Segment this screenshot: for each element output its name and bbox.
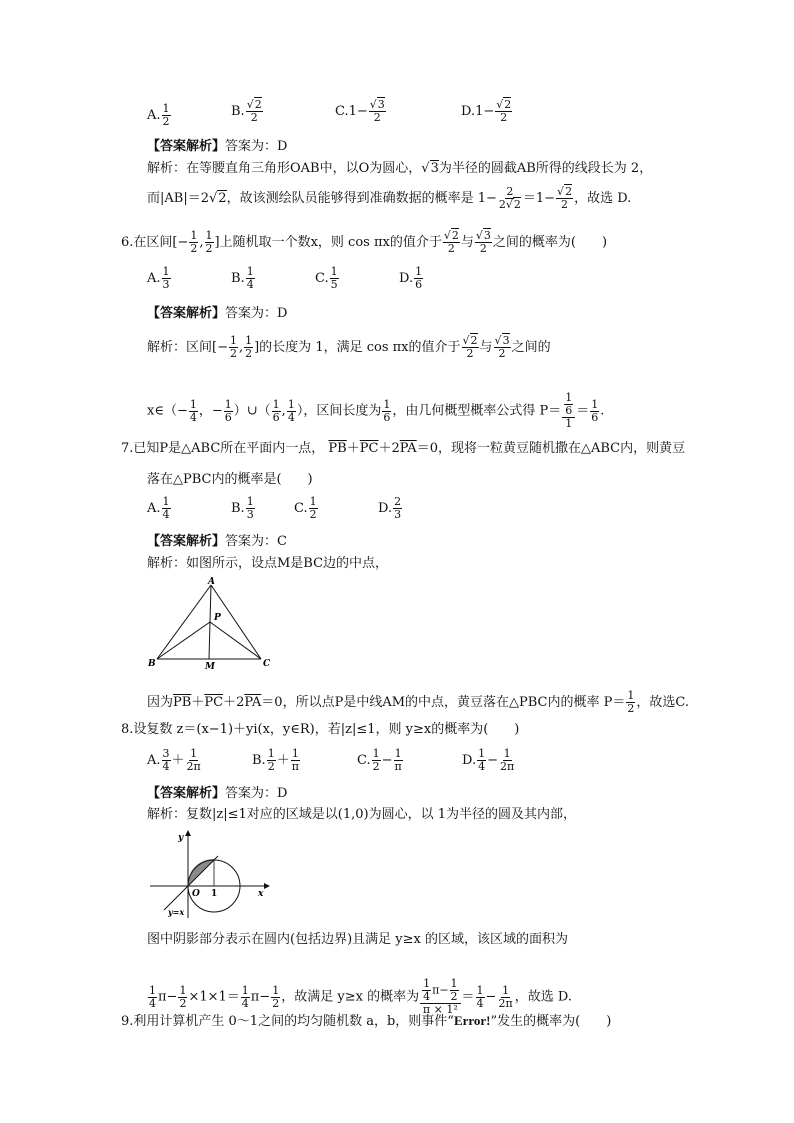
num: 1	[245, 334, 253, 347]
fraction	[189, 399, 198, 424]
den: 3	[394, 508, 402, 521]
vector-pc: $\overline{PC}$	[359, 441, 379, 456]
den: 3	[162, 278, 170, 291]
q5-option-a	[147, 103, 172, 128]
pi: π	[432, 983, 440, 997]
fraction	[476, 985, 485, 1010]
den: 2	[245, 347, 253, 360]
den: 2π	[500, 760, 515, 773]
num: 1	[330, 265, 338, 278]
fraction	[162, 103, 171, 128]
num: 1	[190, 747, 198, 760]
op: −	[381, 753, 393, 768]
answer-text: 答案为：D	[225, 306, 288, 321]
text: ＝	[461, 989, 475, 1005]
radicand: 2	[451, 229, 459, 242]
q7-stem-line2: 落在△PBC内的概率是( )	[147, 472, 313, 487]
text: 而|AB|＝2	[147, 191, 209, 206]
q6-analysis-line2: x∈（− $\frac{1}{4}$ ，− $\frac{1}{6}$ ）∪（ $\frac{1}{6}$ , $\frac{1}{4}$ ），区间长度为 $\frac{1}{6}$ ，由几何概型概率公式得 P＝ $\frac{\frac{1}{6}}{1}$ ＝ $\frac{1}{6}$ .	[147, 391, 605, 430]
answer-tag: 【答案解析】	[147, 534, 226, 549]
num	[420, 978, 460, 1004]
coef: 2	[498, 198, 506, 211]
num: 1	[267, 747, 275, 760]
num: 1	[627, 689, 635, 702]
q5-option-d	[461, 99, 513, 124]
vector-pa: $\overline{PA}$	[399, 441, 417, 456]
option-label: C.	[357, 753, 371, 768]
text: x∈（−	[147, 403, 188, 419]
text: 因为	[147, 695, 174, 710]
label-y: y	[178, 833, 184, 843]
q5-option-b	[231, 99, 264, 124]
q6-answer	[147, 305, 287, 323]
den: π × 1²	[422, 1003, 458, 1016]
num: 1	[502, 983, 510, 997]
vector-pc: $\overline{PC}$	[204, 695, 224, 710]
compound-fraction	[562, 392, 575, 430]
num: 1	[476, 983, 484, 997]
num: 1	[394, 747, 402, 760]
den: 2	[190, 242, 198, 255]
answer-text: 答案为：D	[225, 139, 288, 154]
option-label: D.1−	[461, 104, 495, 119]
q7-option-c	[294, 496, 319, 521]
fraction	[369, 99, 386, 124]
x-axis-arrow-icon	[264, 883, 270, 889]
den: 2	[205, 242, 213, 255]
den: 4	[162, 508, 170, 521]
q7-option-b	[231, 496, 256, 521]
fraction	[246, 266, 255, 291]
option-label: D.	[399, 271, 414, 286]
num: 1	[190, 229, 198, 242]
text: 为半径的圆截AB所得的线段长为 2，	[438, 161, 653, 176]
den: 2	[498, 347, 506, 360]
option-label: A.	[147, 753, 161, 768]
den: 6	[415, 278, 423, 291]
label-o: O	[192, 889, 200, 899]
fraction	[178, 985, 187, 1010]
q8-option-d	[462, 748, 516, 773]
den: π	[394, 760, 402, 773]
option-label: C.1−	[335, 104, 368, 119]
den: 1	[565, 417, 573, 430]
fraction	[162, 748, 171, 773]
fraction	[564, 392, 573, 417]
vector-pb: $\overline{PB}$	[173, 695, 192, 710]
q5-analysis-line1: 解析：在等腰直角三角形OAB中，以O为圆心，√3为半径的圆截AB所得的线段长为 2，	[147, 161, 653, 176]
segment-cp	[210, 622, 261, 659]
side-ab	[157, 585, 211, 659]
fraction	[224, 399, 233, 424]
text: 与	[479, 340, 493, 355]
fraction	[162, 266, 171, 291]
den: 2	[272, 996, 280, 1010]
radicand: 2	[504, 98, 512, 111]
text: 9.利用计算机产生 0～1之间的均匀随机数 a，b，则事件“	[121, 1014, 454, 1029]
answer-tag: 【答案解析】	[147, 786, 226, 801]
fraction	[186, 748, 202, 773]
label-line: y=x	[168, 907, 185, 917]
text: ＝	[576, 403, 590, 419]
num: 1	[149, 983, 156, 997]
text: 解析：在等腰直角三角形OAB中，以O为圆心，	[147, 161, 422, 176]
num: 1	[423, 977, 431, 990]
den: 5	[330, 278, 338, 291]
num: 1	[503, 747, 511, 760]
op: ＋	[346, 441, 360, 456]
den: 2	[373, 111, 381, 124]
den: 2	[372, 760, 380, 773]
label-a: A	[208, 577, 215, 587]
radicand: 3	[377, 98, 385, 111]
q7-option-a	[147, 496, 172, 521]
q8-analysis-line2: 图中阴影部分表示在圆内(包括边界)且满足 y≥x 的区域，该区域的面积为	[147, 932, 568, 947]
fraction	[394, 748, 403, 773]
triangle-figure	[145, 575, 275, 671]
pi: π	[158, 989, 167, 1005]
line-y-eq-x	[164, 856, 218, 910]
den: 3	[246, 508, 254, 521]
den: 6	[224, 410, 232, 424]
num: 3	[162, 747, 170, 760]
fraction	[330, 266, 339, 291]
fraction	[246, 496, 255, 521]
q6-option-b	[231, 266, 256, 291]
label-x: x	[258, 889, 264, 899]
fraction	[241, 985, 250, 1010]
radicand: 2	[218, 191, 227, 206]
text: ]的长度为 1，满足 cos πx的值介于	[254, 340, 461, 355]
coef: 2	[391, 441, 400, 456]
den: 2	[479, 242, 487, 255]
den: 2	[466, 347, 474, 360]
den: 2	[500, 111, 508, 124]
q5-answer	[147, 138, 287, 156]
num: 1	[591, 397, 599, 411]
op: −	[487, 753, 498, 768]
fraction	[556, 186, 573, 211]
fraction	[372, 748, 381, 773]
option-label: B.	[231, 501, 245, 516]
num: √2	[246, 98, 262, 111]
text: ，由几何概型概率公式得 P＝	[392, 403, 562, 419]
option-label: B.	[252, 753, 266, 768]
num: 1	[224, 397, 232, 411]
fraction	[499, 748, 515, 773]
num: 1	[291, 747, 299, 760]
den: 4	[478, 760, 486, 773]
num: 1	[229, 334, 237, 347]
q9-stem	[121, 1012, 611, 1031]
vector-pa: $\overline{PA}$	[244, 695, 262, 710]
den: 2	[250, 111, 258, 124]
text: 解析：区间[−	[147, 340, 228, 355]
q5-analysis-line2: 而|AB|＝2√2，故该测绘队员能够得到准确数据的概率是 1− $\frac{2}{2√2}$ ＝1− $\frac{√2}{2}$ ，故选 D.	[147, 185, 632, 211]
q7-analysis-line1: 解析：如图所示，设点M是BC边的中点，	[147, 556, 389, 571]
num: 1	[309, 495, 317, 508]
fraction	[205, 230, 214, 255]
fraction	[229, 335, 238, 360]
coef: 2	[236, 695, 245, 710]
den: 6	[383, 410, 391, 424]
fraction	[590, 399, 599, 424]
den: 2√2	[498, 198, 521, 211]
q7-option-d	[378, 496, 403, 521]
text: 6.在区间[−	[121, 235, 189, 250]
num: 1	[372, 747, 380, 760]
num: 1	[162, 495, 170, 508]
fraction	[494, 335, 511, 360]
text: ），区间长度为	[296, 403, 382, 419]
fraction	[189, 230, 198, 255]
op: ＋	[276, 753, 290, 768]
num: 2	[506, 185, 514, 198]
q8-option-c	[357, 748, 404, 773]
text: ＝0，现将一粒黄豆随机撒在△ABC内，则黄豆	[416, 441, 686, 456]
q6-analysis-line1: 解析：区间[− $\frac{1}{2}$ , $\frac{1}{2}$ ]的长度为 1，满足 cos πx的值介于 $\frac{√2}{2}$ 与 $\frac{√3}{2}$ 之间的	[147, 334, 551, 360]
fraction	[291, 748, 300, 773]
den: 2	[162, 115, 170, 128]
text: ”发生的概率为( )	[490, 1014, 612, 1029]
fraction	[495, 99, 512, 124]
y-axis-arrow-icon	[185, 830, 191, 836]
den: 4	[149, 996, 156, 1010]
q6-option-d	[399, 266, 424, 291]
text: ，−	[198, 403, 223, 419]
text: ，故该测绘队员能够得到准确数据的概率是 1−	[226, 191, 497, 206]
radicand: 2	[565, 185, 573, 198]
option-label: A.	[147, 108, 161, 123]
den: 2	[229, 347, 237, 360]
den: 2	[561, 198, 569, 211]
fraction	[287, 399, 296, 424]
q8-option-a	[147, 748, 203, 773]
text: ＝1−	[522, 191, 556, 206]
fraction	[422, 978, 431, 1003]
den: π	[291, 760, 299, 773]
op: −	[259, 989, 271, 1005]
num: √3	[494, 334, 510, 347]
fraction	[382, 399, 391, 424]
q5-option-c	[335, 99, 387, 124]
option-label: D.	[462, 753, 477, 768]
option-label: B.	[231, 271, 245, 286]
fraction	[272, 399, 281, 424]
text: ，故选C.	[636, 695, 690, 710]
den: 2	[450, 990, 458, 1003]
den: 2	[267, 760, 275, 773]
text: ]上随机取一个数x，则 cos πx的值介于	[214, 235, 442, 250]
den: 2	[179, 996, 187, 1010]
q8-option-b	[252, 748, 301, 773]
num: √2	[443, 229, 459, 242]
op: −	[485, 989, 497, 1005]
q8-stem: 8.设复数 z＝(x−1)＋yi(x，y∈R)，若|z|≤1，则 y≥x的概率为( )	[121, 722, 520, 737]
label-one: 1	[211, 889, 218, 899]
num: 1	[450, 977, 458, 990]
num: √3	[475, 229, 491, 242]
circle-figure	[148, 828, 273, 920]
fraction	[475, 230, 492, 255]
text: 与	[460, 235, 474, 250]
num: √2	[496, 98, 512, 111]
label-p: P	[214, 613, 221, 623]
den: 4	[189, 410, 197, 424]
den: 4	[287, 410, 295, 424]
den: 2π	[186, 760, 201, 773]
num: √2	[557, 185, 573, 198]
text: 7.已知P是△ABC所在平面内一点，	[121, 441, 325, 456]
label-c: C	[263, 659, 271, 669]
den: 2	[627, 702, 635, 715]
den: 6	[272, 410, 280, 424]
text: 之间的	[511, 340, 551, 355]
num: 2	[394, 495, 402, 508]
num: 1	[383, 397, 391, 411]
op: −	[166, 989, 178, 1005]
error-text: Error!	[453, 1013, 491, 1028]
q7-analysis-line2	[147, 690, 689, 715]
radicand: 2	[254, 98, 262, 111]
num: 1	[179, 983, 187, 997]
pi: π	[250, 989, 260, 1005]
num: 1	[189, 397, 197, 411]
q8-analysis-line3	[147, 978, 572, 1016]
den: 6	[565, 404, 573, 417]
den: 2	[309, 508, 317, 521]
fraction	[246, 99, 263, 124]
fraction	[162, 496, 171, 521]
op: ＋	[223, 695, 237, 710]
text: ，故选 D.	[574, 191, 632, 206]
num: 1	[415, 265, 423, 278]
fraction	[414, 266, 423, 291]
option-label: B.	[231, 104, 245, 119]
text: 之间的概率为( )	[492, 235, 608, 250]
fraction	[450, 978, 459, 1003]
segment-bp	[157, 622, 210, 659]
compound-fraction	[420, 978, 460, 1016]
q6-option-a	[147, 266, 172, 291]
answer-tag: 【答案解析】	[147, 306, 226, 321]
den: 4	[246, 278, 254, 291]
den: 4	[423, 990, 431, 1003]
fraction	[271, 985, 280, 1010]
radicand: 3	[502, 334, 510, 347]
fraction	[477, 748, 486, 773]
q7-answer	[147, 533, 287, 551]
label-m: M	[205, 662, 215, 671]
radicand: 3	[483, 229, 491, 242]
answer-text: 答案为：C	[225, 534, 287, 549]
fraction	[462, 335, 479, 360]
op: ＋	[191, 695, 205, 710]
option-label: C.	[294, 501, 308, 516]
op: ＋	[378, 441, 392, 456]
num: 1	[205, 229, 213, 242]
den: 6	[591, 410, 599, 424]
radicand: 2	[513, 198, 521, 211]
radicand: 2	[470, 334, 478, 347]
fraction	[443, 230, 460, 255]
fraction	[244, 335, 253, 360]
fraction	[309, 496, 318, 521]
text: ，故满足 y≥x 的概率为	[281, 989, 420, 1005]
q7-stem-line1	[121, 440, 685, 458]
q6-stem: 6.在区间[− $\frac{1}{2}$ , $\frac{1}{2}$ ]上随机取一个数x，则 cos πx的值介于 $\frac{√2}{2}$ 与 $\frac{√3}{2}$ 之间的概率为( )	[121, 229, 608, 255]
num: √3	[369, 98, 385, 111]
den: 4	[162, 760, 170, 773]
den: 2	[447, 242, 455, 255]
num: 1	[478, 747, 486, 760]
num: 1	[272, 397, 280, 411]
text: ＝0，所以点P是中线AM的中点，黄豆落在△PBC内的概率 P＝	[261, 695, 626, 710]
option-label: D.	[378, 501, 393, 516]
label-b: B	[148, 659, 156, 669]
answer-tag: 【答案解析】	[147, 139, 226, 154]
text: ，故选 D.	[514, 989, 572, 1005]
q6-option-c	[315, 266, 340, 291]
num: 1	[241, 983, 249, 997]
fraction	[148, 985, 157, 1010]
fraction	[626, 690, 635, 715]
option-label: A.	[147, 271, 161, 286]
fraction	[267, 748, 276, 773]
num	[562, 392, 575, 418]
den: 4	[476, 996, 484, 1010]
radicand: 3	[430, 161, 439, 176]
q8-analysis-line1: 解析：复数|z|≤1对应的区域是以(1,0)为圆心，以 1为半径的圆及其内部，	[147, 807, 576, 822]
text: ×1×1＝	[188, 989, 240, 1005]
den: 4	[241, 996, 249, 1010]
num: 1	[565, 391, 573, 404]
vector-pb: $\overline{PB}$	[328, 441, 347, 456]
fraction	[498, 186, 522, 211]
option-label: A.	[147, 501, 161, 516]
op: −	[439, 983, 449, 997]
text: ）∪（	[233, 403, 271, 419]
fraction	[497, 985, 513, 1010]
num: 1	[272, 983, 280, 997]
num: 1	[162, 265, 170, 278]
op: ＋	[171, 753, 185, 768]
den: 2π	[498, 996, 513, 1010]
num: 1	[287, 397, 295, 411]
num: √2	[462, 334, 478, 347]
num: 1	[162, 102, 170, 115]
option-label: C.	[315, 271, 329, 286]
num: 1	[246, 495, 254, 508]
fraction	[393, 496, 402, 521]
num: 1	[246, 265, 254, 278]
answer-text: 答案为：D	[225, 786, 288, 801]
q8-answer	[147, 785, 287, 803]
